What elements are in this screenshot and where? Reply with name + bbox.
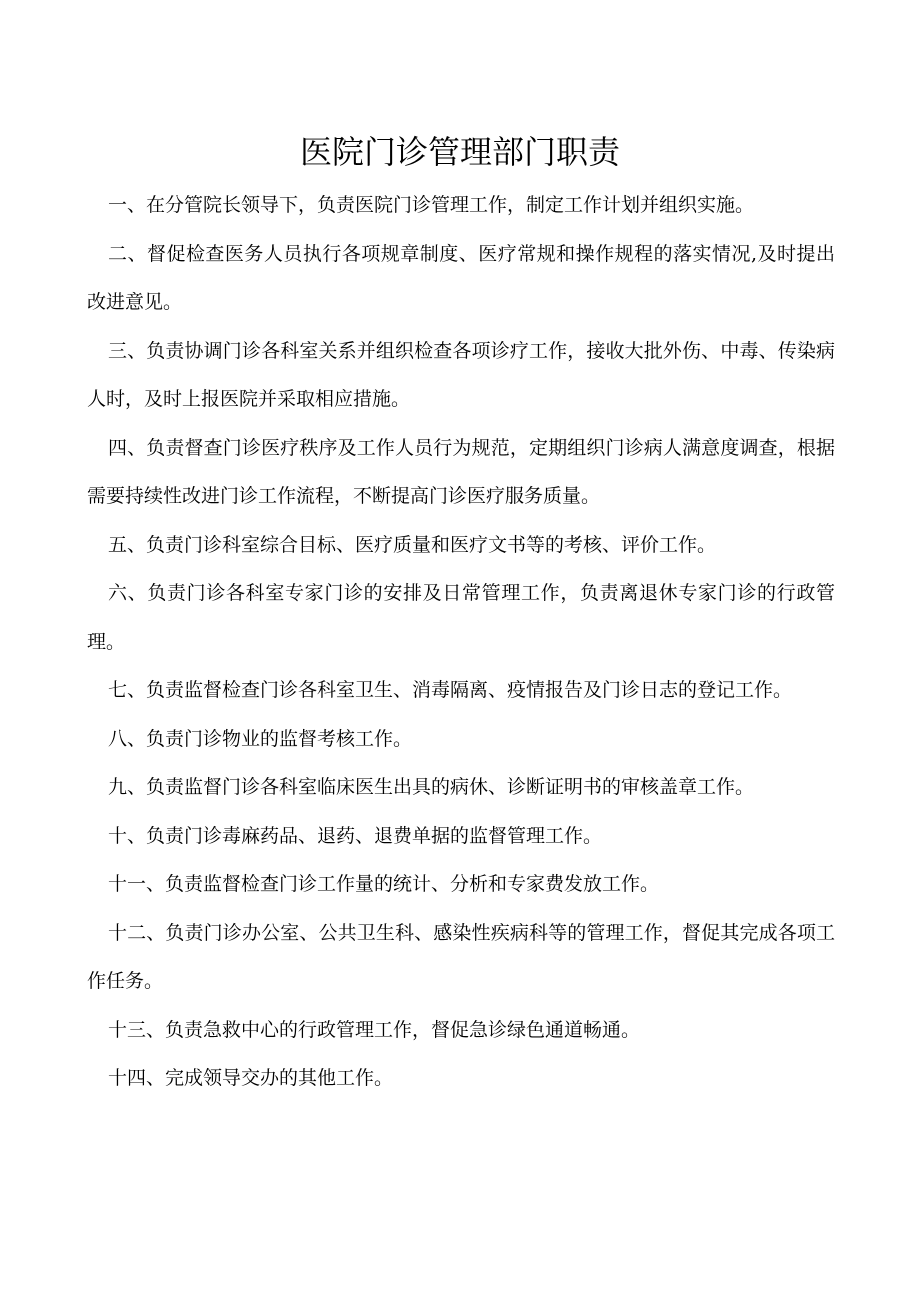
duty-item-1: 一、在分管院长领导下，负责医院门诊管理工作，制定工作计划并组织实施。: [108, 194, 755, 216]
duty-item-4: 四、负责督查门诊医疗秩序及工作人员行为规范，定期组织门诊病人满意度调查，根据需要持续性改进门诊工作流程，不断提高门诊医疗服务质量。: [87, 436, 835, 507]
duty-item-13: 十三、负责急救中心的行政管理工作，督促急诊绿色通道畅通。: [108, 1018, 641, 1041]
document-body: [87, 181, 835, 1103]
duty-item-9: 九、负责监督门诊各科室临床医生出具的病休、诊断证明书的审核盖章工作。: [108, 776, 755, 798]
duty-item-11: 十一、负责监督检查门诊工作量的统计、分析和专家费发放工作。: [108, 873, 660, 895]
duty-item-8: 八、负责门诊物业的监督考核工作。: [108, 727, 413, 750]
duty-item-10: 十、负责门诊毒麻药品、退药、退费单据的监督管理工作。: [108, 824, 603, 847]
duty-item-7: 七、负责监督检查门诊各科室卫生、消毒隔离、疫情报告及门诊日志的登记工作。: [108, 679, 793, 701]
page-title: 医院门诊管理部门职责: [299, 133, 620, 171]
duty-item-14: 十四、完成领导交办的其他工作。: [108, 1067, 394, 1089]
duty-item-2: 二、督促检查医务人员执行各项规章制度、医疗常规和操作规程的落实情况,及时提出改进意见。: [87, 242, 835, 313]
duty-item-5: 五、负责门诊科室综合目标、医疗质量和医疗文书等的考核、评价工作。: [108, 533, 717, 556]
duty-item-6: 六、负责门诊各科室专家门诊的安排及日常管理工作，负责离退休专家门诊的行政管理。: [87, 582, 835, 653]
duty-item-3: 三、负责协调门诊各科室关系并组织检查各项诊疗工作，接收大批外伤、中毒、传染病人时，及时上报医院并采取相应措施。: [87, 339, 835, 410]
duty-item-12: 十二、负责门诊办公室、公共卫生科、感染性疾病科等的管理工作，督促其完成各项工作任务。: [87, 921, 835, 992]
